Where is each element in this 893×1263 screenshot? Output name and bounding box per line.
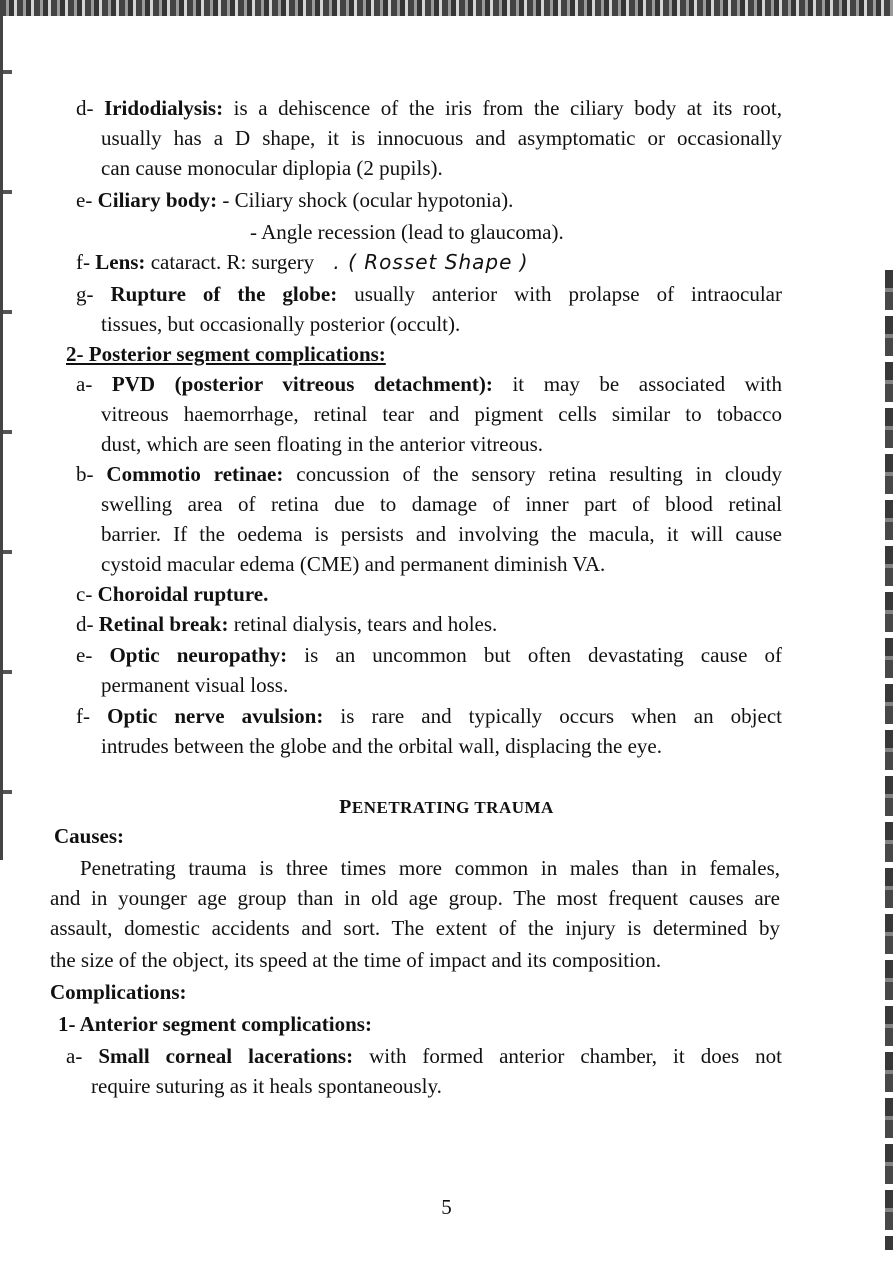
item-lens: f- Lens: cataract. R: surgery . ( Rosset Shape ) [76, 250, 529, 274]
item-commotio-retinae-line3: barrier. If the oedema is persists and involving the macula, it will cause [101, 522, 782, 546]
section-title-penetrating-trauma: PENETRATING TRAUMA [339, 796, 554, 818]
causes-paragraph-line3: assault, domestic accidents and sort. The extent of the injury is determined by [50, 916, 780, 940]
item-commotio-retinae-line2: swelling area of retina due to damage of inner part of blood retinal [101, 492, 782, 516]
item-iridodialysis-line2: usually has a D shape, it is innocuous and asymptomatic or occasionally [101, 126, 782, 150]
item-optic-neuropathy-line2: permanent visual loss. [101, 673, 289, 697]
item-rupture-globe-line2: tissues, but occasionally posterior (occult). [101, 312, 461, 336]
causes-paragraph-line1: Penetrating trauma is three times more common in males than in females, [80, 856, 780, 880]
anterior-segment-heading: 1- Anterior segment complications: [58, 1012, 372, 1036]
item-retinal-break: d- Retinal break: retinal dialysis, tears and holes. [76, 612, 498, 636]
posterior-segment-heading: 2- Posterior segment complications: [66, 342, 386, 366]
item-choroidal-rupture: c- Choroidal rupture. [76, 582, 269, 606]
item-iridodialysis: d- Iridodialysis: is a dehiscence of the iris from the ciliary body at its root, [76, 96, 782, 120]
item-commotio-retinae: b- Commotio retinae: concussion of the sensory retina resulting in cloudy [76, 462, 783, 486]
item-small-corneal-lacerations: a- Small corneal lacerations: with formed anterior chamber, it does not [66, 1044, 783, 1068]
item-optic-neuropathy: e- Optic neuropathy: is an uncommon but often devastating cause of [76, 643, 783, 667]
causes-heading: Causes: [54, 824, 125, 848]
item-optic-nerve-avulsion: f- Optic nerve avulsion: is rare and typically occurs when an object [76, 704, 782, 728]
page-number: 5 [441, 1195, 452, 1219]
item-pvd-line3: dust, which are seen floating in the anterior vitreous. [101, 432, 544, 456]
item-ciliary-body: e- Ciliary body: - Ciliary shock (ocular hypotonia). [76, 188, 514, 212]
item-rupture-globe: g- Rupture of the globe: usually anterior with prolapse of intraocular [76, 282, 782, 306]
item-optic-nerve-avulsion-line2: intrudes between the globe and the orbital wall, displacing the eye. [101, 734, 662, 758]
causes-paragraph-line2: and in younger age group than in old age group. The most frequent causes are [50, 886, 780, 910]
item-ciliary-body-line2: - Angle recession (lead to glaucoma). [250, 220, 564, 244]
item-commotio-retinae-line4: cystoid macular edema (CME) and permanent diminish VA. [101, 552, 606, 576]
item-pvd: a- PVD (posterior vitreous detachment): it may be associated with [76, 372, 782, 396]
handwritten-note: . ( Rosset Shape ) [333, 250, 529, 274]
item-small-corneal-lacerations-line2: require suturing as it heals spontaneously. [91, 1074, 442, 1098]
item-iridodialysis-line3: can cause monocular diplopia (2 pupils). [101, 156, 443, 180]
complications-heading: Complications: [50, 980, 187, 1004]
item-pvd-line2: vitreous haemorrhage, retinal tear and pigment cells similar to tobacco [101, 402, 782, 426]
causes-paragraph-line4: the size of the object, its speed at the time of impact and its composition. [50, 948, 662, 972]
